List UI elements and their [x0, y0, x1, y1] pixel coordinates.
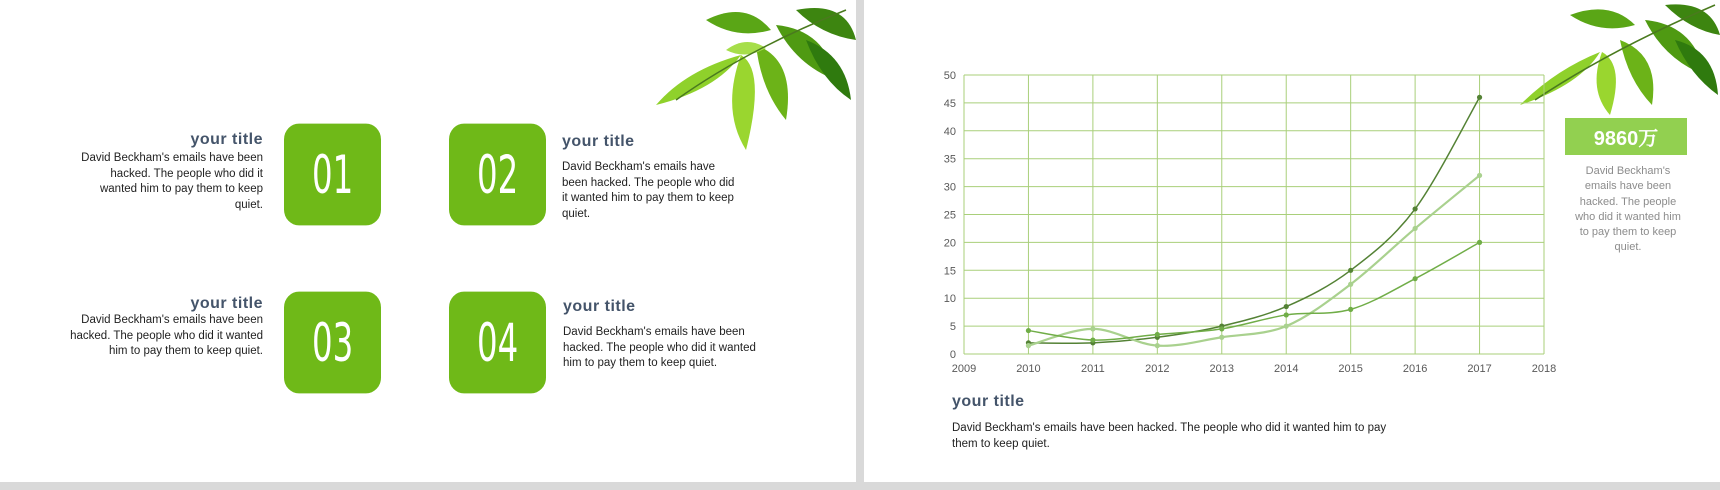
data-point [1155, 332, 1160, 337]
y-tick-label: 35 [943, 153, 956, 166]
item-text-01: David Beckham's emails have been hacked. The people who did it wanted him to pay them to keep quiet. [81, 152, 263, 211]
y-tick-label: 30 [943, 181, 956, 194]
y-tick-label: 15 [943, 265, 956, 278]
item-text-03: David Beckham's emails have been hacked. The people who did it wanted him to pay them to keep quiet. [70, 314, 263, 357]
item-text-02: David Beckham's emails have been hacked. The people who did it wanted him to pay them to keep quiet. [562, 161, 735, 220]
chart-series [1026, 95, 1482, 349]
y-tick-label: 0 [949, 349, 956, 361]
x-tick-label: 2010 [1016, 363, 1041, 375]
chart-axes [944, 70, 1556, 375]
item-title-01: your title [190, 131, 263, 148]
data-point [1026, 328, 1031, 333]
data-point [1413, 226, 1418, 231]
number-box-03: 03 [284, 292, 381, 394]
slide-right [864, 0, 1720, 482]
item-title-02: your title [562, 133, 635, 150]
chart-section-title: your title [952, 393, 1025, 410]
value-description: David Beckham's emails have been hacked. The people who did it wanted him to pay them to keep quiet. [1575, 165, 1681, 254]
slide-left [0, 0, 856, 482]
series-line-3 [1028, 242, 1479, 340]
data-point [1090, 326, 1095, 331]
chart-grid [964, 75, 1544, 354]
number-box-04: 04 [449, 292, 546, 394]
x-tick-label: 2012 [1145, 363, 1170, 375]
data-point [1155, 343, 1160, 348]
data-point [1348, 307, 1353, 312]
series-line-1 [1028, 97, 1479, 343]
data-point [1284, 304, 1289, 309]
data-point [1413, 206, 1418, 211]
value-badge: 9860万 [1565, 118, 1687, 155]
item-text-04: David Beckham's emails have been hacked. The people who did it wanted him to pay them to keep quiet. [563, 326, 756, 369]
data-point [1219, 326, 1224, 331]
x-tick-label: 2009 [951, 363, 977, 375]
x-tick-label: 2013 [1209, 363, 1235, 375]
y-tick-label: 5 [949, 321, 956, 334]
data-point [1477, 173, 1482, 178]
data-point [1477, 95, 1482, 100]
data-point [1413, 276, 1418, 281]
y-tick-label: 10 [943, 293, 956, 306]
x-tick-label: 2015 [1338, 363, 1363, 375]
data-point [1284, 312, 1289, 317]
item-title-04: your title [563, 298, 636, 315]
data-point [1348, 282, 1353, 287]
number-box-01: 01 [284, 124, 381, 226]
chart-section-text: David Beckham's emails have been hacked. The people who did it wanted him to pay them to keep quiet. [952, 422, 1387, 450]
number-box-02: 02 [449, 124, 546, 226]
x-tick-label: 2016 [1402, 363, 1428, 375]
data-point [1348, 268, 1353, 273]
data-point [1219, 335, 1224, 340]
data-point [1026, 343, 1031, 348]
data-point [1090, 337, 1095, 342]
y-tick-label: 45 [943, 97, 956, 110]
y-tick-label: 20 [943, 237, 956, 250]
y-tick-label: 25 [943, 209, 956, 222]
item-title-03: your title [190, 295, 263, 312]
series-line-2 [1028, 175, 1479, 345]
y-tick-label: 50 [943, 70, 956, 82]
data-point [1284, 324, 1289, 329]
data-point [1477, 240, 1482, 245]
y-tick-label: 40 [943, 125, 956, 138]
x-tick-label: 2014 [1273, 363, 1299, 375]
x-tick-label: 2017 [1467, 363, 1492, 375]
x-tick-label: 2011 [1081, 363, 1105, 375]
leaves-decoration [646, 0, 856, 150]
x-tick-label: 2018 [1531, 363, 1557, 375]
